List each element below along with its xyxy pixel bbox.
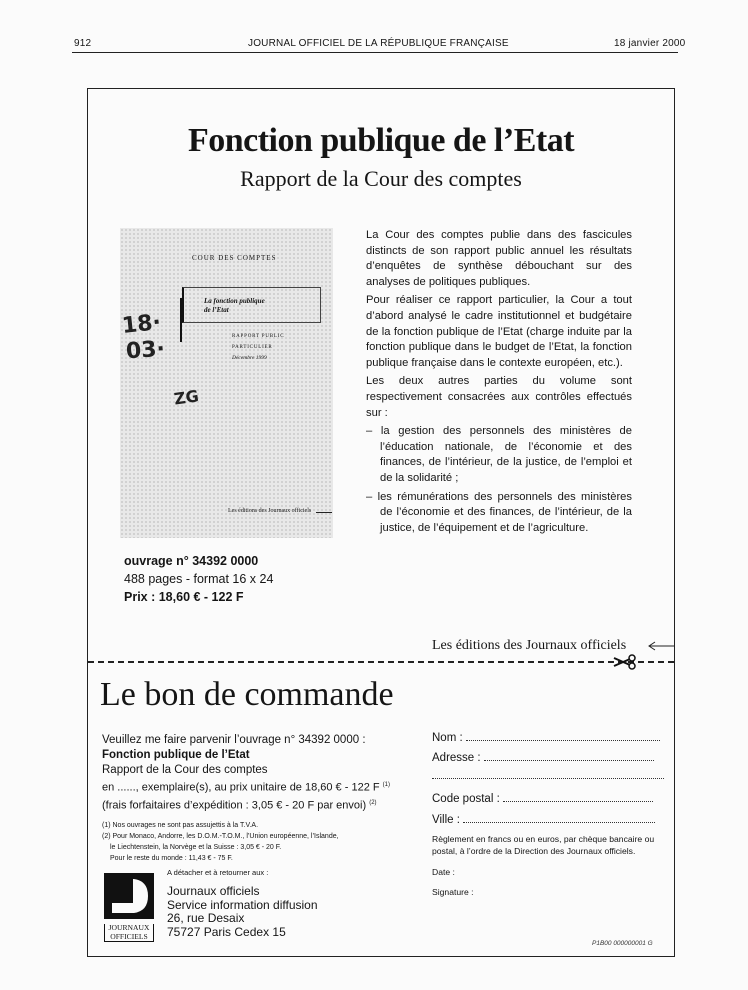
- order-notes: [102, 820, 339, 864]
- cover-kind-line2: PARTICULIER: [232, 345, 273, 350]
- order-text: [102, 733, 390, 813]
- logo-text-1: JOURNAUX: [108, 923, 150, 932]
- note-2a: (2) Pour Monaco, Andorre, les D.O.M.-T.O.M., l’Union européenne, l’Islande,: [102, 833, 339, 840]
- return-address: [167, 885, 318, 939]
- order-form-title: Le bon de commande: [100, 676, 394, 713]
- handwriting-mark-2: 03·: [125, 336, 166, 365]
- address-line-3: 26, rue Desaix: [167, 911, 245, 925]
- description-bullet-2: – les rémunérations des personnels des ministères de l’économie et des finances, de l’intérieur, de la justice, de l’équipement et de l’agriculture.: [366, 490, 632, 534]
- ad-subtitle: Rapport de la Cour des comptes: [240, 166, 522, 191]
- header-rule: [72, 52, 678, 53]
- note-2c: Pour le reste du monde : 11,43 € - 75 F.: [110, 855, 233, 862]
- order-line-2: Fonction publique de l’Etat: [102, 749, 250, 761]
- book-cover-image: [120, 228, 333, 538]
- product-price: Prix : 18,60 € - 122 F: [124, 590, 244, 604]
- cover-vertical-mark: [180, 298, 182, 342]
- note-2b: le Liechtenstein, la Norvège et la Suisse : 3,05 € - 20 F.: [110, 844, 282, 851]
- order-line-4-note: (1): [382, 782, 390, 788]
- cover-footer: Les éditions des Journaux officiels: [228, 508, 312, 514]
- logo-text-2: OFFICIELS: [110, 931, 148, 941]
- document-code: P1B00 000000001 G: [592, 940, 653, 947]
- order-line-3: Rapport de la Cour des comptes: [102, 764, 268, 776]
- publisher-arrow-icon: [646, 640, 676, 652]
- ad-description: [366, 228, 632, 539]
- nom-input-line[interactable]: [466, 731, 660, 741]
- journaux-officiels-logo: [104, 873, 154, 941]
- code-postal-input-line[interactable]: [503, 792, 653, 802]
- description-bullet-1: – la gestion des personnels des ministères de l’éducation nationale, de l’économie et des finances, de l’intérieur, de la justice, de l’emploi et de la solidarité ;: [366, 425, 632, 484]
- ville-label: Ville :: [432, 814, 460, 826]
- address-line-2: Service information diffusion: [167, 897, 318, 912]
- order-line-4: en ......, exemplaire(s), au prix unitaire de 18,60 € - 122 F: [102, 781, 380, 794]
- date-label: Date :: [432, 867, 455, 877]
- cover-publisher: COUR DES COMPTES: [192, 254, 277, 262]
- ad-title: Fonction publique de l’Etat: [187, 122, 575, 159]
- nom-field[interactable]: [432, 731, 660, 744]
- issue-date: 18 janvier 2000: [614, 38, 686, 49]
- address-line-1: Journaux officiels: [167, 884, 260, 898]
- order-line-1: Veuillez me faire parvenir l’ouvrage n° 34392 0000 :: [102, 734, 366, 746]
- adresse-input-line[interactable]: [484, 751, 654, 761]
- description-paragraph-2: Pour réaliser ce rapport particulier, la Cour a tout d’abord analysé le cadre institutionnel et budgétaire de la fonction publique de l’Etat (charge induite par la fonction publique dans le budget de l’Etat, la fonction publique française dans le contexte européen, etc.).: [366, 294, 632, 369]
- scissors-icon: [612, 654, 638, 670]
- description-paragraph-1: La Cour des comptes publie dans des fascicules distincts de son rapport public annuel les résultats d’enquêtes de synthèse débouchant sur des analyses de politiques publiques.: [366, 229, 632, 288]
- cut-line: [88, 661, 674, 663]
- nom-label: Nom :: [432, 732, 463, 744]
- product-info: [124, 552, 273, 606]
- publisher-line: Les éditions des Journaux officiels: [432, 638, 627, 653]
- return-label: A détacher et à retourner aux :: [167, 868, 269, 877]
- cover-title-box: [182, 287, 321, 323]
- handwriting-mark-3: ZG: [172, 386, 200, 409]
- product-pages: 488 pages - format 16 x 24: [124, 572, 274, 586]
- ville-input-line[interactable]: [463, 813, 655, 823]
- journal-title: JOURNAL OFFICIEL DE LA RÉPUBLIQUE FRANÇAISE: [248, 38, 509, 49]
- signature-label: Signature :: [432, 887, 474, 897]
- note-1: (1) Nos ouvrages ne sont pas assujettis à la T.V.A.: [102, 822, 259, 829]
- cover-title-line2: de l’Etat: [204, 306, 229, 314]
- adresse-field[interactable]: [432, 751, 654, 764]
- order-line-5: (frais forfaitaires d’expédition : 3,05 € - 20 F par envoi): [102, 799, 367, 812]
- cover-footer-arrow: [316, 512, 332, 513]
- cover-date: Décembre 1999: [232, 355, 267, 361]
- payment-info: Règlement en francs ou en euros, par chèque bancaire ou postal, à l’ordre de la Direction des Journaux officiels.: [432, 834, 655, 856]
- product-reference: ouvrage n° 34392 0000: [124, 554, 259, 568]
- page-number: 912: [74, 38, 92, 49]
- description-paragraph-3: Les deux autres parties du volume sont respectivement consacrées aux contrôles effectués sur :: [366, 375, 632, 419]
- cover-title-line1: La fonction publique: [204, 297, 265, 305]
- adresse-input-line-2[interactable]: [432, 778, 664, 779]
- address-line-4: 75727 Paris Cedex 15: [167, 924, 286, 939]
- code-postal-label: Code postal :: [432, 793, 500, 805]
- adresse-label: Adresse :: [432, 752, 481, 764]
- frame-bottom-rule: [87, 956, 675, 957]
- handwriting-mark-1: 18·: [120, 310, 163, 339]
- ville-field[interactable]: [432, 813, 655, 826]
- order-line-5-note: (2): [369, 799, 377, 806]
- cover-kind-line1: RAPPORT PUBLIC: [232, 334, 285, 339]
- code-postal-field[interactable]: [432, 792, 653, 805]
